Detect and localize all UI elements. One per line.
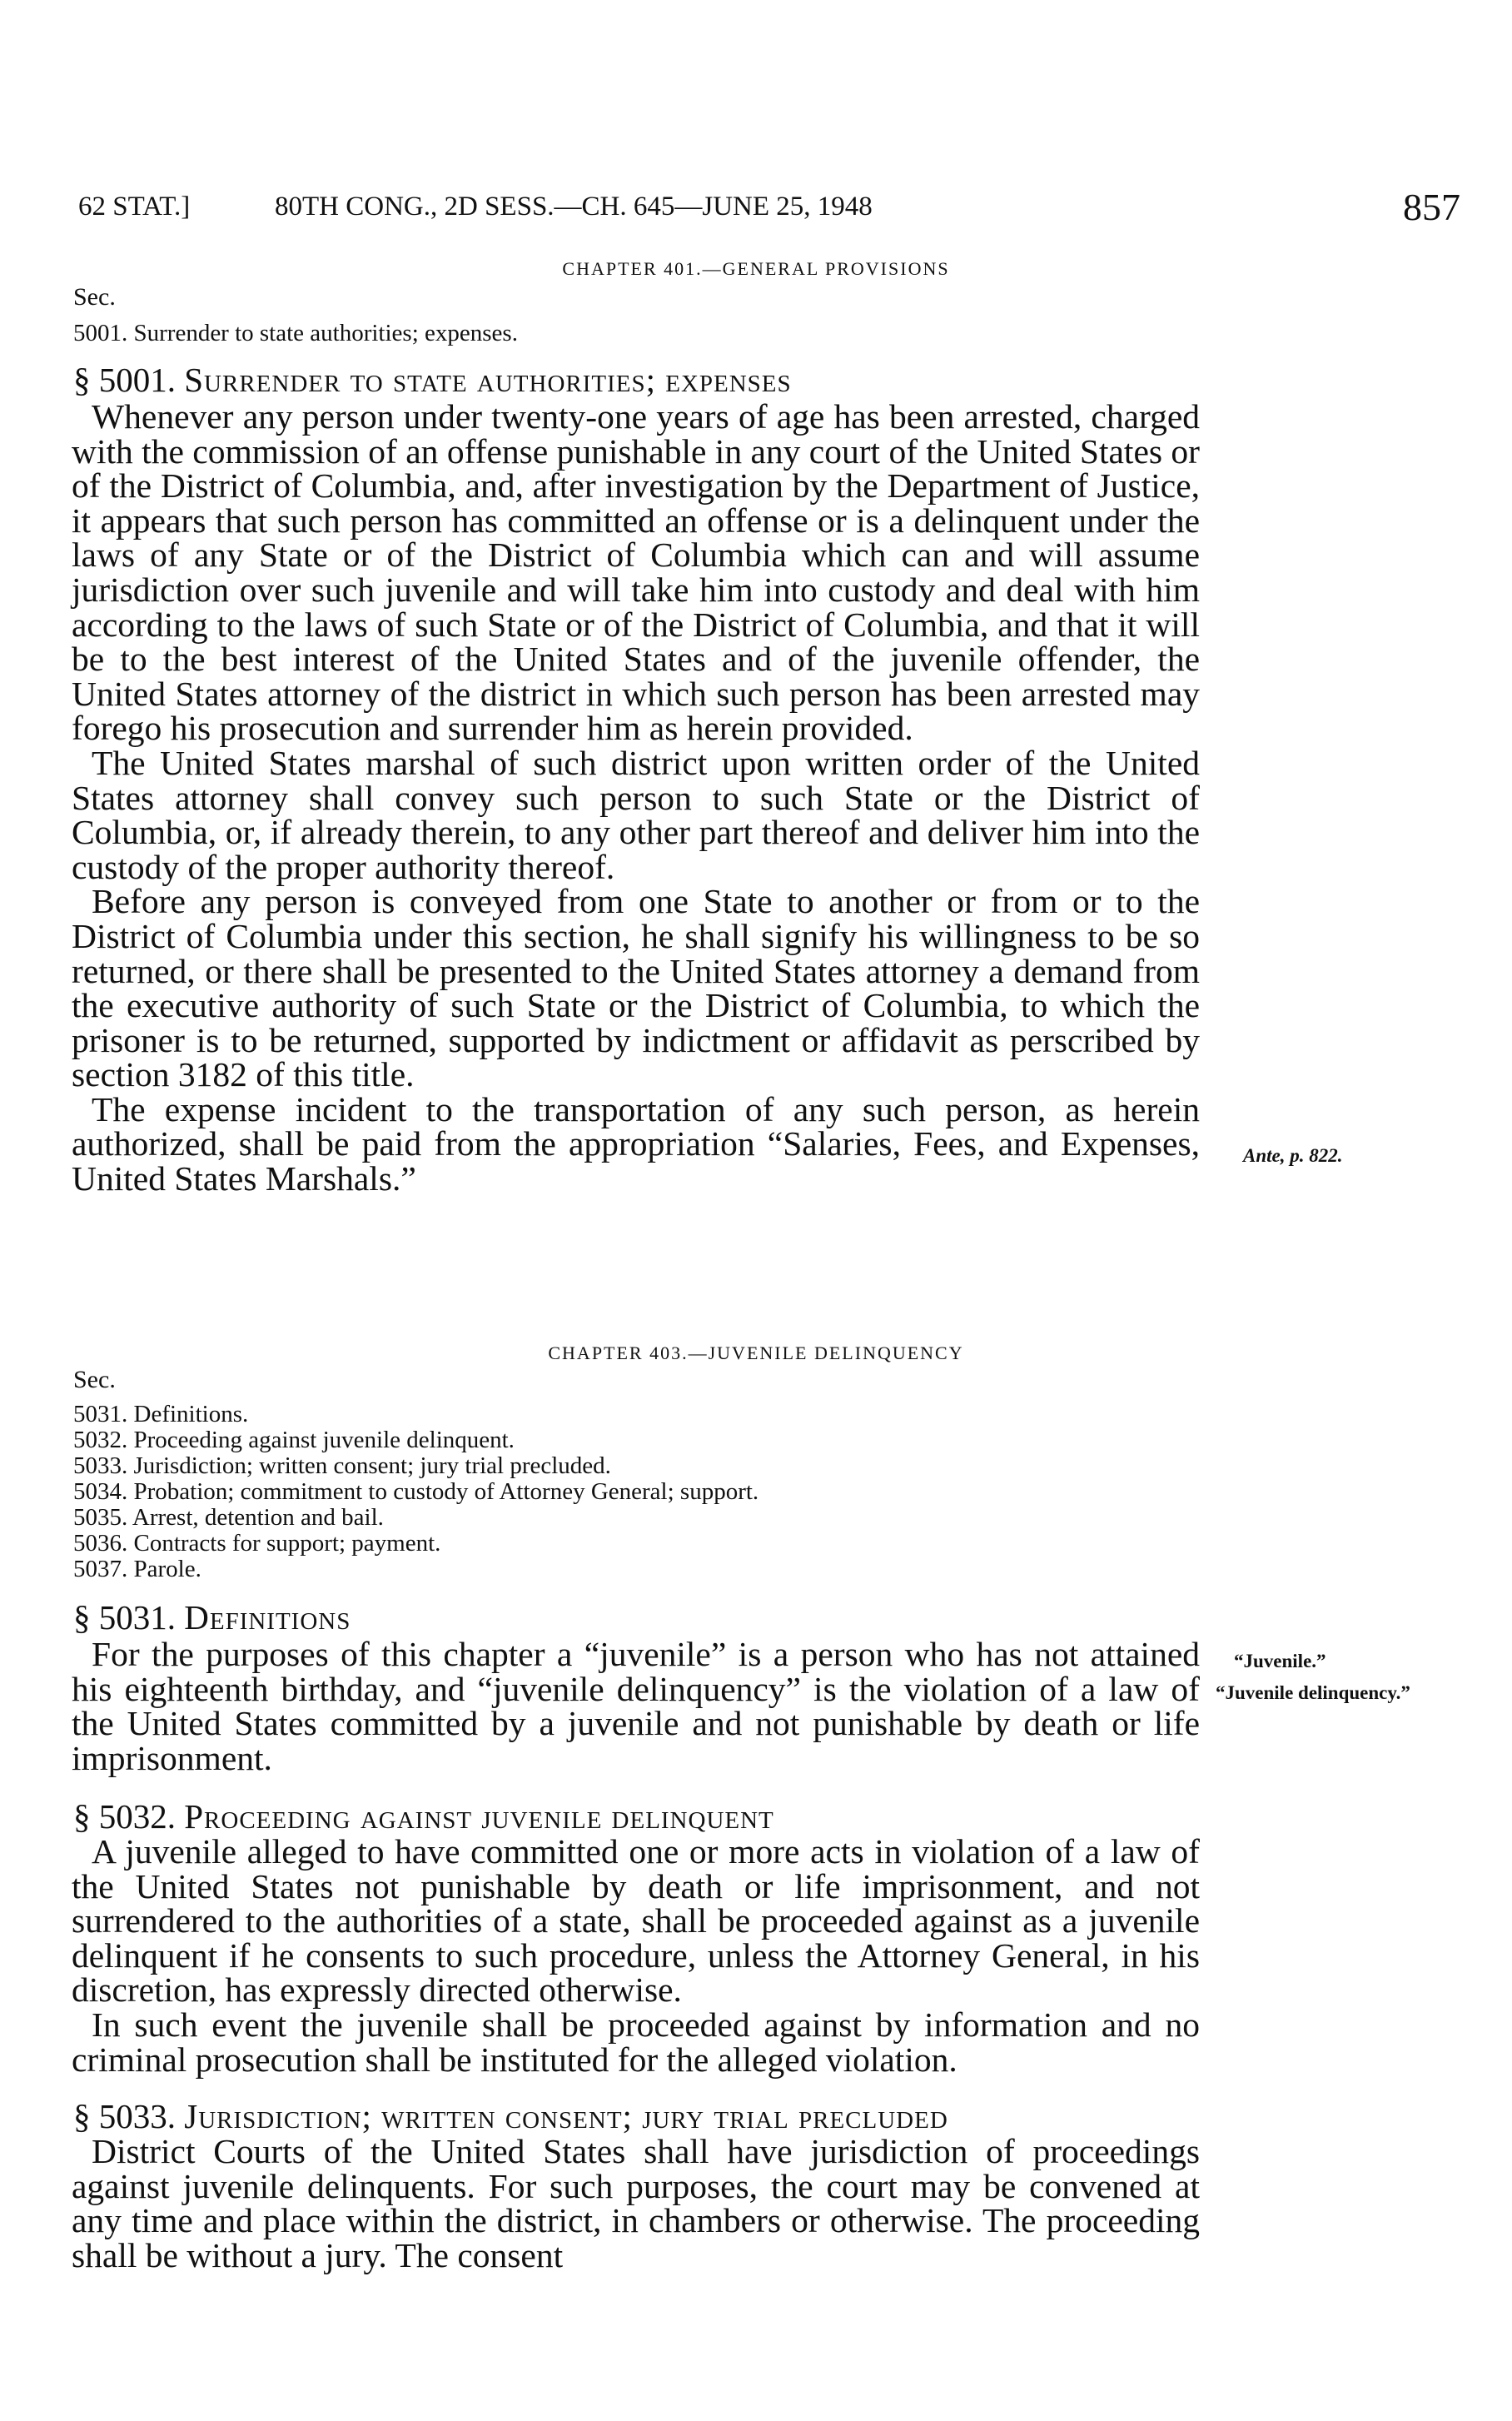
toc-item: 5032. Proceeding against juvenile delinquent.	[73, 1427, 515, 1453]
paragraph: The expense incident to the transportation of any such person, as herein authorized, shall be paid from the appropriation “Salaries, Fees, and Expenses, United States Marshals.”	[72, 1089, 1200, 1198]
section-title: Jurisdiction; written consent; jury trial precluded	[184, 2097, 948, 2135]
section-5001-body	[72, 397, 1200, 1198]
margin-note-juvenile-delinquency: “Juvenile delinquency.”	[1216, 1682, 1410, 1703]
paragraph: For the purposes of this chapter a “juvenile” is a person who has not attained his eighteenth birthday, and “juvenile delinquency” is the violation of a law of the United States committed by a juvenile and not punishable by death or life imprisonment.	[72, 1635, 1200, 1777]
paragraph: Whenever any person under twenty-one years of age has been arrested, charged with the commission of an offense punishable in any court of the United States or of the District of Columbia, and, after investigation by the Department of Justice, it appears that such person has committed an offense or is a delinquent under the laws of any State or of the District of Columbia which can and will assume jurisdiction over such juvenile and will take him into custody and deal with him according to the laws of such State or of the District of Columbia, and that it will be to the best interest of the United States and of the juvenile offender, the United States attorney of the district in which such person has been arrested may forego his prosecution and surrender him as herein provided.	[72, 397, 1200, 748]
section-title: Proceeding against juvenile delinquent	[184, 1797, 774, 1836]
section-number: § 5031.	[73, 1598, 176, 1636]
chapter-403-title: CHAPTER 403.—JUVENILE DELINQUENCY	[548, 1343, 964, 1363]
paragraph: Before any person is conveyed from one State to another or from or to the District of Columbia under this section, he shall signify his willingness to be so returned, or there shall be presented to the United States attorney a demand from the executive authority of such State or the District of Columbia, to which the prisoner is to be returned, supported by indictment or affidavit as perscribed by section 3182 of this title.	[72, 882, 1200, 1094]
section-title: Definitions	[184, 1598, 351, 1636]
paragraph: The United States marshal of such district upon written order of the United States attorney shall convey such person to such State or the District of Columbia, or, if already therein, to any other part thereof and deliver him into the custody of the proper authority thereof.	[72, 743, 1200, 886]
toc-item: 5036. Contracts for support; payment.	[73, 1530, 441, 1557]
section-5033-body	[72, 2132, 1200, 2274]
toc-item: 5031. Definitions.	[73, 1401, 249, 1427]
section-5033-heading	[73, 2096, 948, 2136]
margin-note-juvenile: “Juvenile.”	[1234, 1651, 1326, 1671]
section-5032-heading	[73, 1796, 774, 1836]
section-5032-body	[72, 1832, 1200, 2079]
section-number: § 5032.	[73, 1797, 176, 1836]
section-5031-heading	[73, 1597, 351, 1637]
paragraph: In such event the juvenile shall be proceeded against by information and no criminal prosecution shall be instituted for the alleged violation.	[72, 2005, 1200, 2079]
paragraph: A juvenile alleged to have committed one or more acts in violation of a law of the United States not punishable by death or life imprisonment, and not surrendered to the authorities of a state, shall be proceeded against as a juvenile delinquent if he consents to such procedure, unless the Attorney General, in his discretion, has expressly directed otherwise.	[72, 1832, 1200, 2010]
margin-note-ante: Ante, p. 822.	[1243, 1145, 1343, 1166]
chapter-401-title: CHAPTER 401.—GENERAL PROVISIONS	[562, 258, 950, 279]
paragraph: District Courts of the United States shall have jurisdiction of proceedings against juvenile delinquents. For such purposes, the court may be convened at any time and place within the district, in chambers or otherwise. The proceeding shall be without a jury. The consent	[72, 2132, 1200, 2274]
section-5031-body	[72, 1637, 1200, 1776]
toc-item: 5037. Parole.	[73, 1556, 201, 1582]
toc-item: 5033. Jurisdiction; written consent; jury trial precluded.	[73, 1452, 611, 1479]
statute-volume: 62 STAT.]	[78, 192, 191, 222]
section-number: § 5001.	[73, 361, 176, 399]
section-title: Surrender to state authorities; expenses	[184, 361, 792, 399]
toc-item: 5034. Probation; commitment to custody of Attorney General; support.	[73, 1478, 759, 1505]
page-number: 857	[1403, 186, 1460, 228]
section-number: § 5033.	[73, 2097, 176, 2135]
toc-item: 5035. Arrest, detention and bail.	[73, 1504, 384, 1531]
session-chapter-date: 80TH CONG., 2D SESS.—CH. 645—JUNE 25, 1948	[275, 192, 873, 222]
chapter-403-toc	[73, 1402, 758, 1582]
chapter-401-toc	[73, 321, 518, 346]
running-header	[78, 186, 1460, 242]
chapter-403-sec-label: Sec.	[73, 1366, 116, 1393]
toc-item: 5001. Surrender to state authorities; expenses.	[73, 320, 518, 346]
chapter-401-sec-label: Sec.	[73, 283, 116, 311]
section-5001-heading	[73, 360, 792, 400]
